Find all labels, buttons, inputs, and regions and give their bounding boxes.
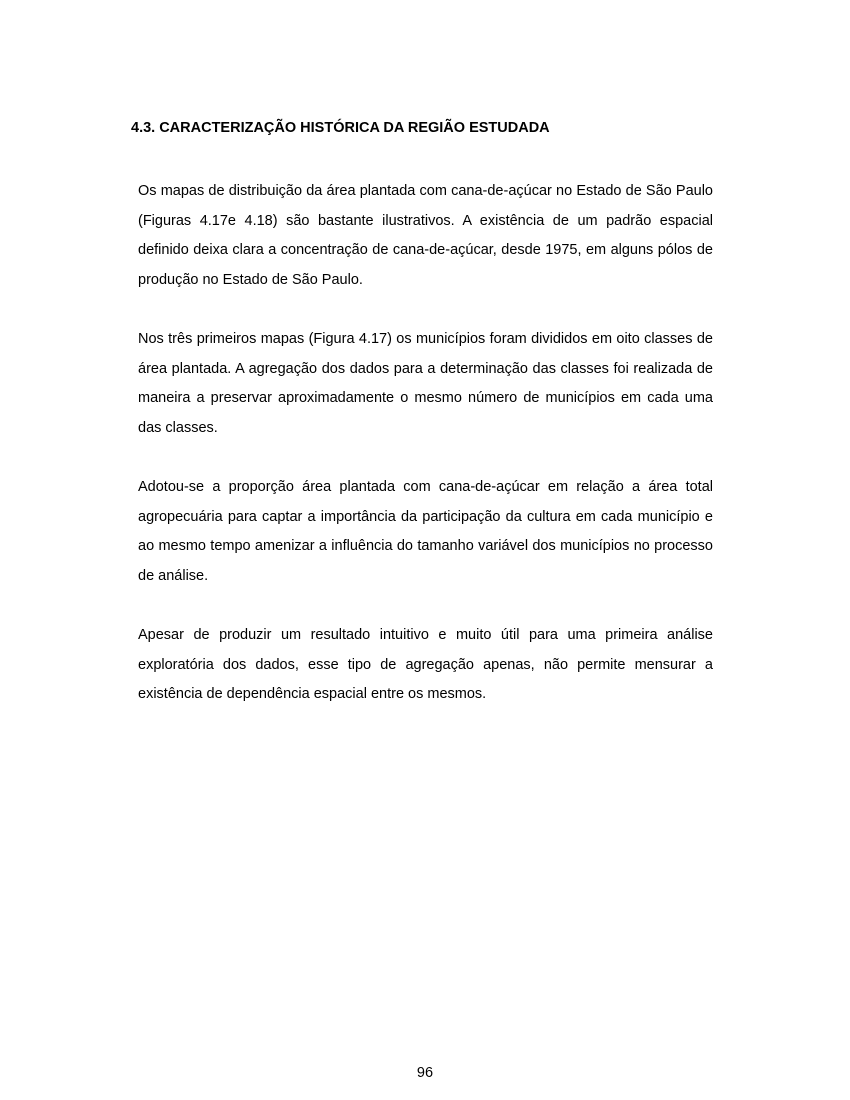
paragraph-2: Nos três primeiros mapas (Figura 4.17) os municípios foram divididos em oito classes de área plantada. A agregação dos dados para a determinação das classes foi realizada de maneira a preservar aproximadamente o mesmo número de municípios em cada uma das classes. <box>138 331 713 436</box>
section-heading: 4.3. CARACTERIZAÇÃO HISTÓRICA DA REGIÃO ESTUDADA <box>131 120 550 136</box>
paragraph-4: Apesar de produzir um resultado intuitivo e muito útil para uma primeira análise exploratória dos dados, esse tipo de agregação apenas, não permite mensurar a existência de dependência espacial entre os mesmos. <box>138 627 713 702</box>
body-text <box>138 177 713 740</box>
paragraph-3: Adotou-se a proporção área plantada com cana-de-açúcar em relação a área total agropecuária para captar a importância da participação da cultura em cada município e ao mesmo tempo amenizar a influência do tamanho variável dos municípios no processo de análise. <box>138 479 713 584</box>
paragraph-1: Os mapas de distribuição da área plantada com cana-de-açúcar no Estado de São Paulo (Figuras 4.17e 4.18) são bastante ilustrativos. A existência de um padrão espacial definido deixa clara a concentração de cana-de-açúcar, desde 1975, em alguns pólos de produção no Estado de São Paulo. <box>138 183 713 288</box>
page-number: 96 <box>416 1065 434 1081</box>
